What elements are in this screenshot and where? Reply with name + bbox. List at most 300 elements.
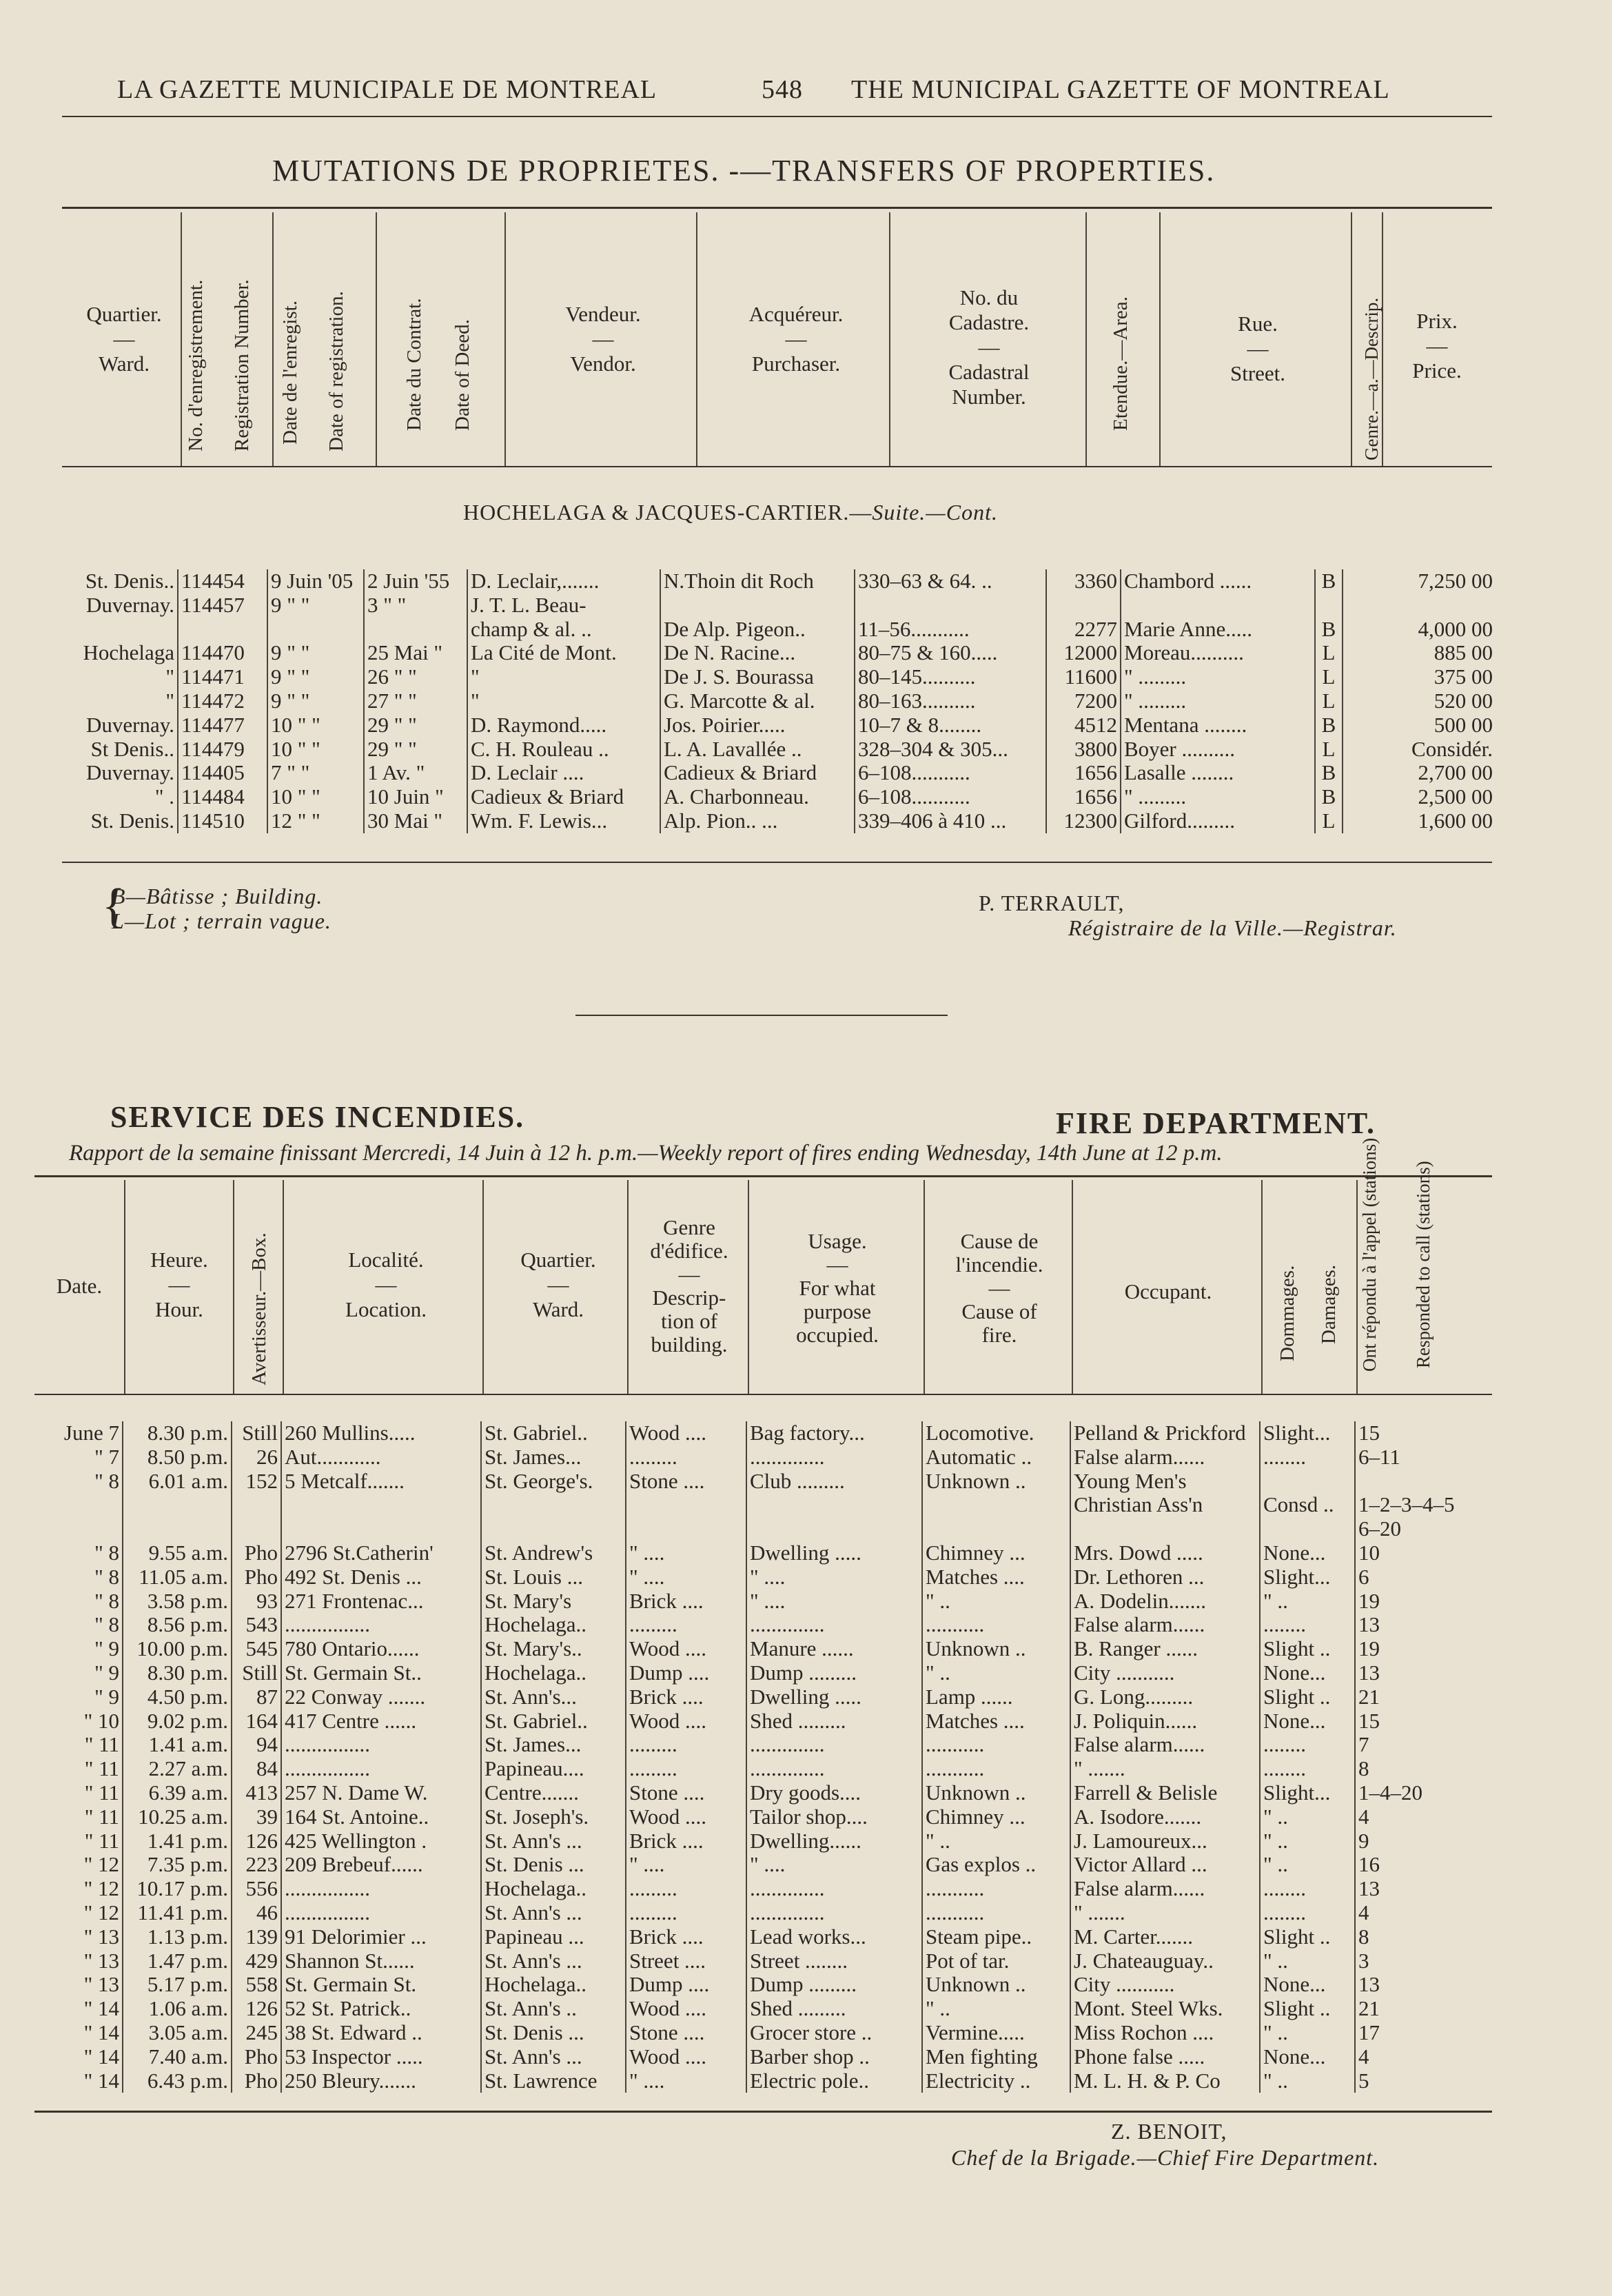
fire-row-cell bbox=[481, 1493, 626, 1517]
fire-row-cell: ................ bbox=[281, 1613, 481, 1637]
fire-row-cell: " ....... bbox=[1070, 1901, 1260, 1925]
fire-row-cell: False alarm...... bbox=[1070, 1877, 1260, 1901]
fire-row-cell: 250 Bleury....... bbox=[281, 2069, 481, 2093]
fire-row-cell: G. Long......... bbox=[1070, 1685, 1260, 1709]
fire-row-cell: 9 bbox=[1358, 1829, 1369, 1853]
transfer-row-cell: 3360 bbox=[1046, 569, 1121, 593]
fire-row-cell bbox=[281, 1493, 481, 1517]
fire-row-cell: ........... bbox=[922, 1901, 1070, 1925]
fire-row bbox=[34, 1829, 1496, 1853]
section-name: HOCHELAGA & JACQUES-CARTIER.— bbox=[463, 500, 873, 525]
col-cadastre-fr2: Cadastre. bbox=[948, 310, 1030, 334]
fire-row-cell bbox=[1355, 1470, 1496, 1494]
transfer-row-cell: 10 " " bbox=[267, 785, 364, 809]
fires-table bbox=[34, 1421, 1496, 2093]
chief-name: Z. BENOIT, bbox=[1111, 2119, 1227, 2144]
transfer-row-cell bbox=[55, 618, 178, 642]
fire-row-cell: 16 bbox=[1358, 1853, 1380, 1877]
fire-row-cell: Hochelaga.. bbox=[481, 1613, 626, 1637]
fire-row-cell: " .. bbox=[1260, 1949, 1355, 1973]
fire-row-cell: 8.30 p.m. bbox=[123, 1421, 232, 1445]
fire-row-cell: 15 bbox=[1358, 1709, 1380, 1733]
legend-brace: { bbox=[102, 880, 125, 933]
fire-row-cell: Brick .... bbox=[626, 1685, 746, 1709]
fire-title-fr: SERVICE DES INCENDIES. bbox=[110, 1100, 525, 1134]
transfer-row-cell: 2 Juin '55 bbox=[364, 569, 467, 593]
fire-row-cell: 21 bbox=[1358, 1685, 1380, 1709]
transfer-row-cell: 114479 bbox=[178, 738, 267, 762]
transfer-row-cell bbox=[1046, 593, 1121, 618]
fire-row-cell: J. Lamoureux... bbox=[1070, 1829, 1260, 1853]
registrar-title: Régistraire de la Ville.—Registrar. bbox=[1068, 915, 1397, 940]
fire-row-cell: Wood .... bbox=[626, 1421, 746, 1445]
fire-row-cell: J. Poliquin...... bbox=[1070, 1709, 1260, 1734]
fire-row-cell: " 8 bbox=[34, 1541, 123, 1565]
fire-row-cell: 2.27 a.m. bbox=[123, 1757, 232, 1781]
fire-row bbox=[34, 1709, 1496, 1734]
fcol-hour: Hour. bbox=[155, 1297, 203, 1321]
transfer-row-cell: N.Thoin dit Roch bbox=[660, 569, 855, 593]
fire-row-cell: City ........... bbox=[1070, 1973, 1260, 1997]
transfer-row-cell: La Cité de Mont. bbox=[467, 641, 660, 665]
transfer-row-cell: 114510 bbox=[178, 809, 267, 833]
col-prix: Prix. bbox=[1416, 309, 1458, 333]
col-acquereur: Acquéreur. bbox=[748, 302, 844, 326]
transfer-row-cell: 114477 bbox=[178, 713, 267, 738]
transfer-row-cell: " ......... bbox=[1121, 665, 1315, 689]
fire-row-cell: ................ bbox=[281, 1733, 481, 1757]
fcol-descrip1: Descrip- bbox=[652, 1286, 726, 1310]
fire-row-cell: 15 bbox=[1358, 1421, 1380, 1445]
fire-row-cell: 5 Metcalf....... bbox=[281, 1470, 481, 1494]
col-quartier: Quartier. bbox=[86, 302, 162, 326]
fire-row-cell: ......... bbox=[626, 1757, 746, 1781]
dash: — bbox=[375, 1272, 397, 1297]
transfer-row-cell: 11600 bbox=[1046, 665, 1121, 689]
fire-row-cell: Slight .. bbox=[1260, 1685, 1355, 1709]
fire-row-cell: 3.05 a.m. bbox=[123, 2021, 232, 2045]
fire-row-cell: " 11 bbox=[34, 1829, 123, 1853]
fire-row-cell: " .. bbox=[922, 1661, 1070, 1685]
transfer-row-cell: 80–75 & 160..... bbox=[855, 641, 1046, 665]
fire-row bbox=[34, 1517, 1496, 1541]
fire-row-cell: 1.41 a.m. bbox=[123, 1733, 232, 1757]
fire-row-cell: Dwelling ..... bbox=[746, 1541, 922, 1565]
fcol-localite: Localité. bbox=[348, 1248, 424, 1272]
dash: — bbox=[978, 335, 1000, 359]
transfer-row bbox=[55, 738, 1496, 762]
fire-row-cell: False alarm...... bbox=[1070, 1613, 1260, 1637]
fire-row bbox=[34, 1445, 1496, 1470]
fire-row-cell: Matches .... bbox=[922, 1565, 1070, 1589]
fcol-usage: Usage. bbox=[808, 1229, 867, 1253]
transfer-row-cell: " bbox=[55, 665, 178, 689]
fire-row-cell: 87 bbox=[232, 1685, 281, 1709]
fire-row bbox=[34, 1877, 1496, 1901]
fire-row-cell: 8 bbox=[1358, 1757, 1369, 1781]
transfer-row-cell: Jos. Poirier..... bbox=[660, 713, 855, 738]
fire-row-cell: " 11 bbox=[34, 1733, 123, 1757]
fire-row-cell: Mont. Steel Wks. bbox=[1070, 1997, 1260, 2021]
fire-row-cell: Pho bbox=[232, 1541, 281, 1565]
transfer-row-cell: 12 " " bbox=[267, 809, 364, 833]
fire-row-cell: J. Chateauguay.. bbox=[1070, 1949, 1260, 1973]
fire-row-cell: 1.06 a.m. bbox=[123, 1997, 232, 2021]
fcol-damages: Damages. bbox=[1318, 1264, 1340, 1344]
fire-row-cell: 3.58 p.m. bbox=[123, 1589, 232, 1614]
transfer-row bbox=[55, 665, 1496, 689]
transfer-row bbox=[55, 761, 1496, 785]
fcol-descrip3: building. bbox=[651, 1332, 728, 1357]
fire-row-cell: St. Gabriel.. bbox=[481, 1709, 626, 1734]
dash: — bbox=[988, 1276, 1010, 1300]
fire-row-cell bbox=[123, 1493, 232, 1517]
fire-row-cell: 94 bbox=[232, 1733, 281, 1757]
fire-row-cell: St. Joseph's. bbox=[481, 1805, 626, 1829]
transfer-row-cell: L. A. Lavallée .. bbox=[660, 738, 855, 762]
transfer-row-cell: 2277 bbox=[1046, 618, 1121, 642]
transfer-row-cell: 114472 bbox=[178, 689, 267, 713]
fire-row-cell: 2796 St.Catherin' bbox=[281, 1541, 481, 1565]
fire-row-cell: False alarm...... bbox=[1070, 1733, 1260, 1757]
fire-row-cell bbox=[34, 1493, 123, 1517]
fire-row-cell: None... bbox=[1260, 1661, 1355, 1685]
fire-row-cell: 164 bbox=[232, 1709, 281, 1734]
fire-row-cell: Pot of tar. bbox=[922, 1949, 1070, 1973]
col-area: Etendue.—Area. bbox=[1110, 296, 1132, 431]
fire-row-cell: ........ bbox=[1260, 1757, 1355, 1781]
fire-row-cell: 10.00 p.m. bbox=[123, 1637, 232, 1661]
dash: — bbox=[168, 1272, 190, 1297]
fire-row-cell: " 11 bbox=[34, 1805, 123, 1829]
fire-row-cell: None... bbox=[1260, 1709, 1355, 1734]
fire-row-cell bbox=[922, 1517, 1070, 1541]
fire-row-cell: 21 bbox=[1358, 1997, 1380, 2021]
transfer-row-cell: 12300 bbox=[1046, 809, 1121, 833]
fire-row-cell: 6 bbox=[1358, 1565, 1369, 1589]
fire-row-cell: 425 Wellington . bbox=[281, 1829, 481, 1853]
fire-row bbox=[34, 1589, 1496, 1614]
transfer-row bbox=[55, 689, 1496, 713]
col-cadastre-fr1: No. du bbox=[959, 285, 1019, 309]
fire-row-cell: Hochelaga.. bbox=[481, 1661, 626, 1685]
transfer-row-cell: 7 " " bbox=[267, 761, 364, 785]
fire-row-cell bbox=[626, 1517, 746, 1541]
transfer-row-cell: 114405 bbox=[178, 761, 267, 785]
col-cadastre-en2: Number. bbox=[952, 385, 1026, 409]
fire-row-cell: 1.41 p.m. bbox=[123, 1829, 232, 1853]
fire-row-cell: Still bbox=[232, 1661, 281, 1685]
dash: — bbox=[785, 327, 807, 351]
fire-row-cell: " 11 bbox=[34, 1757, 123, 1781]
transfer-row-cell: St. Denis. bbox=[55, 809, 178, 833]
fire-row-cell: Club ......... bbox=[746, 1470, 922, 1494]
fire-row-cell: Vermine..... bbox=[922, 2021, 1070, 2045]
fire-row-cell: 4 bbox=[1358, 1900, 1369, 1924]
fire-row bbox=[34, 2069, 1496, 2093]
fire-row-cell: " .. bbox=[1260, 1829, 1355, 1853]
fire-row-cell: 245 bbox=[232, 2021, 281, 2045]
fire-row-cell: Lead works... bbox=[746, 1925, 922, 1949]
fire-row-cell: None... bbox=[1260, 1973, 1355, 1997]
transfer-row-cell bbox=[1315, 593, 1343, 618]
fire-row-cell: 8 bbox=[1358, 1924, 1369, 1949]
fire-row-cell: " .. bbox=[1260, 1853, 1355, 1877]
fire-row-cell: " 8 bbox=[34, 1470, 123, 1494]
transfer-row-cell: 26 " " bbox=[364, 665, 467, 689]
fire-row-cell: 17 bbox=[1358, 2020, 1380, 2044]
fire-row-cell: Young Men's bbox=[1070, 1470, 1260, 1494]
fire-subtitle: Rapport de la semaine finissant Mercredi, 14 Juin à 12 h. p.m.—Weekly report of fires ending Wednesday, 14th June at 12 p.m. bbox=[69, 1141, 1223, 1166]
fire-row-cell: St. Andrew's bbox=[481, 1541, 626, 1565]
col-reg-no-en: Registration Number. bbox=[231, 279, 253, 451]
fire-row-cell: 7 bbox=[1358, 1733, 1369, 1757]
col-street: Street. bbox=[1230, 361, 1286, 385]
fcol-heure: Heure. bbox=[150, 1248, 208, 1272]
fire-row-cell: 164 St. Antoine.. bbox=[281, 1805, 481, 1829]
fire-top-rule bbox=[34, 1175, 1492, 1177]
fire-row-cell: Manure ...... bbox=[746, 1637, 922, 1661]
fire-row-cell: Dwelling ..... bbox=[746, 1685, 922, 1709]
fire-row-cell: " .... bbox=[746, 1565, 922, 1589]
transfers-table bbox=[55, 569, 1496, 833]
transfer-row-cell: 114471 bbox=[178, 665, 267, 689]
fire-row bbox=[34, 1973, 1496, 1997]
fire-row-cell: " 13 bbox=[34, 1949, 123, 1973]
fcol-purpose1: For what bbox=[799, 1276, 876, 1300]
header-left-title: LA GAZETTE MUNICIPALE DE MONTREAL bbox=[117, 75, 657, 104]
fire-row-cell: 223 bbox=[232, 1853, 281, 1877]
fcol-genre1: Genre bbox=[663, 1215, 715, 1239]
transfer-row-cell: 2,700 00 bbox=[1418, 761, 1493, 785]
transfer-row-cell: 29 " " bbox=[364, 738, 467, 762]
dash: — bbox=[547, 1272, 569, 1297]
fire-row-cell: Slight... bbox=[1260, 1421, 1355, 1445]
transfer-row-cell: Lasalle ........ bbox=[1121, 761, 1315, 785]
fire-row-cell: 13 bbox=[1358, 1973, 1380, 1997]
fire-row-cell: 9.55 a.m. bbox=[123, 1541, 232, 1565]
transfer-row-cell: Chambord ...... bbox=[1121, 569, 1315, 593]
fcol-occupant: Occupant. bbox=[1124, 1279, 1212, 1303]
legend-building: B—Bâtisse ; Building. bbox=[112, 884, 323, 908]
transfer-row-cell: 520 00 bbox=[1434, 689, 1493, 713]
chief-title: Chef de la Brigade.—Chief Fire Department. bbox=[951, 2145, 1380, 2170]
fire-row-cell: " .. bbox=[1260, 1805, 1355, 1829]
transfer-row-cell: 500 00 bbox=[1434, 713, 1493, 737]
fire-row-cell: Shed ......... bbox=[746, 1709, 922, 1734]
transfers-title: MUTATIONS DE PROPRIETES. -—TRANSFERS OF PROPERTIES. bbox=[272, 154, 1216, 187]
fire-row-cell bbox=[481, 1517, 626, 1541]
transfer-row-cell: 114457 bbox=[178, 593, 267, 618]
transfer-row-cell: 11–56........... bbox=[855, 618, 1046, 642]
transfers-header-rule bbox=[62, 466, 1492, 467]
transfer-row-cell: 114484 bbox=[178, 785, 267, 809]
fire-row-cell: 4.50 p.m. bbox=[123, 1685, 232, 1709]
col-vendor: Vendor. bbox=[570, 352, 636, 376]
transfer-row-cell bbox=[855, 593, 1046, 618]
fire-row-cell: Automatic .. bbox=[922, 1445, 1070, 1470]
fire-row-cell: B. Ranger ...... bbox=[1070, 1637, 1260, 1661]
col-reg-no-fr: No. d'enregistrement. bbox=[185, 279, 207, 451]
transfer-row-cell: 27 " " bbox=[364, 689, 467, 713]
transfer-row-cell: 10 " " bbox=[267, 713, 364, 738]
fire-row-cell: ......... bbox=[626, 1877, 746, 1901]
fire-row-cell: St. Ann's... bbox=[481, 1685, 626, 1709]
fire-row-cell: ........... bbox=[922, 1877, 1070, 1901]
fire-row-cell: " 14 bbox=[34, 2045, 123, 2069]
transfer-row-cell: 114470 bbox=[178, 641, 267, 665]
fire-row-cell: 39 bbox=[232, 1805, 281, 1829]
col-rue: Rue. bbox=[1238, 312, 1278, 336]
fire-row-cell: Shed ......... bbox=[746, 1997, 922, 2021]
fire-row bbox=[34, 1901, 1496, 1925]
transfer-row-cell: 3 " " bbox=[364, 593, 467, 618]
fire-row-cell: " 14 bbox=[34, 2021, 123, 2045]
fire-row bbox=[34, 1781, 1496, 1805]
fire-row-cell: Dwelling...... bbox=[746, 1829, 922, 1853]
col-date-reg-en: Date of registration. bbox=[325, 291, 347, 451]
transfer-row-cell: 1,600 00 bbox=[1418, 809, 1493, 833]
fire-row-cell: 19 bbox=[1358, 1589, 1380, 1613]
transfer-row-cell: " bbox=[467, 665, 660, 689]
fire-row-cell: Wood .... bbox=[626, 1997, 746, 2021]
fire-row-cell: Slight .. bbox=[1260, 1637, 1355, 1661]
fire-row bbox=[34, 2045, 1496, 2069]
transfer-row-cell: St Denis.. bbox=[55, 738, 178, 762]
fire-row-cell: St. Louis ... bbox=[481, 1565, 626, 1589]
fcol-quartier: Quartier. bbox=[520, 1248, 596, 1272]
fire-row-cell: A. Isodore....... bbox=[1070, 1805, 1260, 1829]
transfer-row-cell bbox=[660, 593, 855, 618]
fire-row-cell: A. Dodelin....... bbox=[1070, 1589, 1260, 1614]
fire-bottom-rule bbox=[34, 2111, 1492, 2113]
transfer-row-cell bbox=[1343, 593, 1496, 618]
fire-row bbox=[34, 1757, 1496, 1781]
fire-row-cell: " .... bbox=[746, 1589, 922, 1614]
transfer-row-cell: champ & al. .. bbox=[467, 618, 660, 642]
fire-row-cell: ......... bbox=[626, 1901, 746, 1925]
transfer-row-cell bbox=[178, 618, 267, 642]
fire-row-cell bbox=[232, 1493, 281, 1517]
fire-row-cell: ................ bbox=[281, 1877, 481, 1901]
fire-row-cell: Victor Allard ... bbox=[1070, 1853, 1260, 1877]
fire-row-cell: St. Ann's ... bbox=[481, 1901, 626, 1925]
transfer-row-cell: " bbox=[467, 689, 660, 713]
fire-row-cell: 543 bbox=[232, 1613, 281, 1637]
col-purchaser: Purchaser. bbox=[751, 352, 841, 376]
fire-row-cell: " 13 bbox=[34, 1925, 123, 1949]
fire-row-cell: " .. bbox=[922, 1997, 1070, 2021]
fire-row-cell: Dump .... bbox=[626, 1661, 746, 1685]
fire-row-cell: 22 Conway ....... bbox=[281, 1685, 481, 1709]
fcol-dommages: Dommages. bbox=[1276, 1265, 1298, 1361]
fire-row-cell: St. James... bbox=[481, 1445, 626, 1470]
transfer-row bbox=[55, 569, 1496, 593]
transfer-row bbox=[55, 785, 1496, 809]
fire-row-cell: " .... bbox=[626, 1565, 746, 1589]
fire-title-en: FIRE DEPARTMENT. bbox=[1056, 1106, 1376, 1140]
transfer-row-cell: 7,250 00 bbox=[1418, 569, 1493, 593]
transfer-row-cell: B bbox=[1315, 761, 1343, 785]
fire-row-cell: 257 N. Dame W. bbox=[281, 1781, 481, 1805]
transfer-row-cell: 30 Mai " bbox=[364, 809, 467, 833]
col-date-contrat-fr: Date du Contrat. bbox=[403, 298, 425, 431]
fcol-cause2: l'incendie. bbox=[955, 1252, 1043, 1277]
col-ward: Ward. bbox=[98, 352, 150, 376]
registrar-name: P. TERRAULT, bbox=[979, 891, 1125, 915]
transfer-row-cell: 10 " " bbox=[267, 738, 364, 762]
transfer-row-cell: St. Denis.. bbox=[55, 569, 178, 593]
fire-row-cell: Barber shop .. bbox=[746, 2045, 922, 2069]
fire-row-cell: 93 bbox=[232, 1589, 281, 1614]
fire-row-cell: Slight... bbox=[1260, 1565, 1355, 1589]
fire-row-cell: ........ bbox=[1260, 1613, 1355, 1637]
fire-row-cell bbox=[281, 1517, 481, 1541]
transfer-row-cell: J. T. L. Beau- bbox=[467, 593, 660, 618]
fire-row-cell: Dr. Lethoren ... bbox=[1070, 1565, 1260, 1589]
fire-row-cell: St. Ann's ... bbox=[481, 1949, 626, 1973]
fire-row-cell: Electricity .. bbox=[922, 2069, 1070, 2093]
fire-row-cell bbox=[746, 1493, 922, 1517]
fire-row-cell: 11.41 p.m. bbox=[123, 1901, 232, 1925]
fire-row-cell: " 14 bbox=[34, 1997, 123, 2021]
fire-row-cell: 1.47 p.m. bbox=[123, 1949, 232, 1973]
transfer-row bbox=[55, 809, 1496, 833]
fire-row-cell: " .. bbox=[922, 1589, 1070, 1614]
separator-rule bbox=[575, 1015, 948, 1016]
transfer-row-cell: L bbox=[1315, 689, 1343, 713]
fire-header-rule bbox=[34, 1394, 1492, 1395]
fire-row-cell: " .... bbox=[626, 1853, 746, 1877]
fire-row-cell: ......... bbox=[626, 1613, 746, 1637]
transfer-row-cell: 885 00 bbox=[1434, 641, 1493, 665]
transfer-row-cell: B bbox=[1315, 785, 1343, 809]
fire-row-cell: 417 Centre ...... bbox=[281, 1709, 481, 1734]
fire-row-cell bbox=[34, 1517, 123, 1541]
fire-row-cell: Hochelaga.. bbox=[481, 1973, 626, 1997]
fire-row bbox=[34, 1637, 1496, 1661]
fire-row-cell: Wood .... bbox=[626, 1637, 746, 1661]
transfer-row-cell: 7200 bbox=[1046, 689, 1121, 713]
fire-row-cell: False alarm...... bbox=[1070, 1445, 1260, 1470]
fire-row-cell: Men fighting bbox=[922, 2045, 1070, 2069]
fire-row-cell: 7.40 a.m. bbox=[123, 2045, 232, 2069]
fire-row-cell: Papineau ... bbox=[481, 1925, 626, 1949]
fire-row bbox=[34, 2021, 1496, 2045]
fire-row-cell: 8.56 p.m. bbox=[123, 1613, 232, 1637]
transfer-row-cell bbox=[267, 618, 364, 642]
transfer-row bbox=[55, 618, 1496, 642]
fire-row-cell: " 14 bbox=[34, 2069, 123, 2093]
fire-row-cell: .............. bbox=[746, 1901, 922, 1925]
fire-row-cell: St. James... bbox=[481, 1733, 626, 1757]
fire-row-cell: 46 bbox=[232, 1901, 281, 1925]
fire-row-cell: 209 Brebeuf...... bbox=[281, 1853, 481, 1877]
fire-row-cell: " 12 bbox=[34, 1877, 123, 1901]
transfer-row-cell: 9 " " bbox=[267, 593, 364, 618]
transfer-row-cell: 9 " " bbox=[267, 689, 364, 713]
fire-row-cell: 13 bbox=[1358, 1613, 1380, 1637]
fire-row-cell: June 7 bbox=[34, 1421, 123, 1445]
fire-row-cell: 558 bbox=[232, 1973, 281, 1997]
fire-row-cell: Dump ......... bbox=[746, 1973, 922, 1997]
fire-row-cell: 271 Frontenac... bbox=[281, 1589, 481, 1614]
fire-row-cell: 4 bbox=[1358, 2044, 1369, 2069]
col-date-reg-fr: Date de l'enregist. bbox=[279, 301, 301, 445]
fire-row-cell: 11.05 a.m. bbox=[123, 1565, 232, 1589]
fire-row-cell: Slight .. bbox=[1260, 1997, 1355, 2021]
fire-row-cell: Gas explos .. bbox=[922, 1853, 1070, 1877]
